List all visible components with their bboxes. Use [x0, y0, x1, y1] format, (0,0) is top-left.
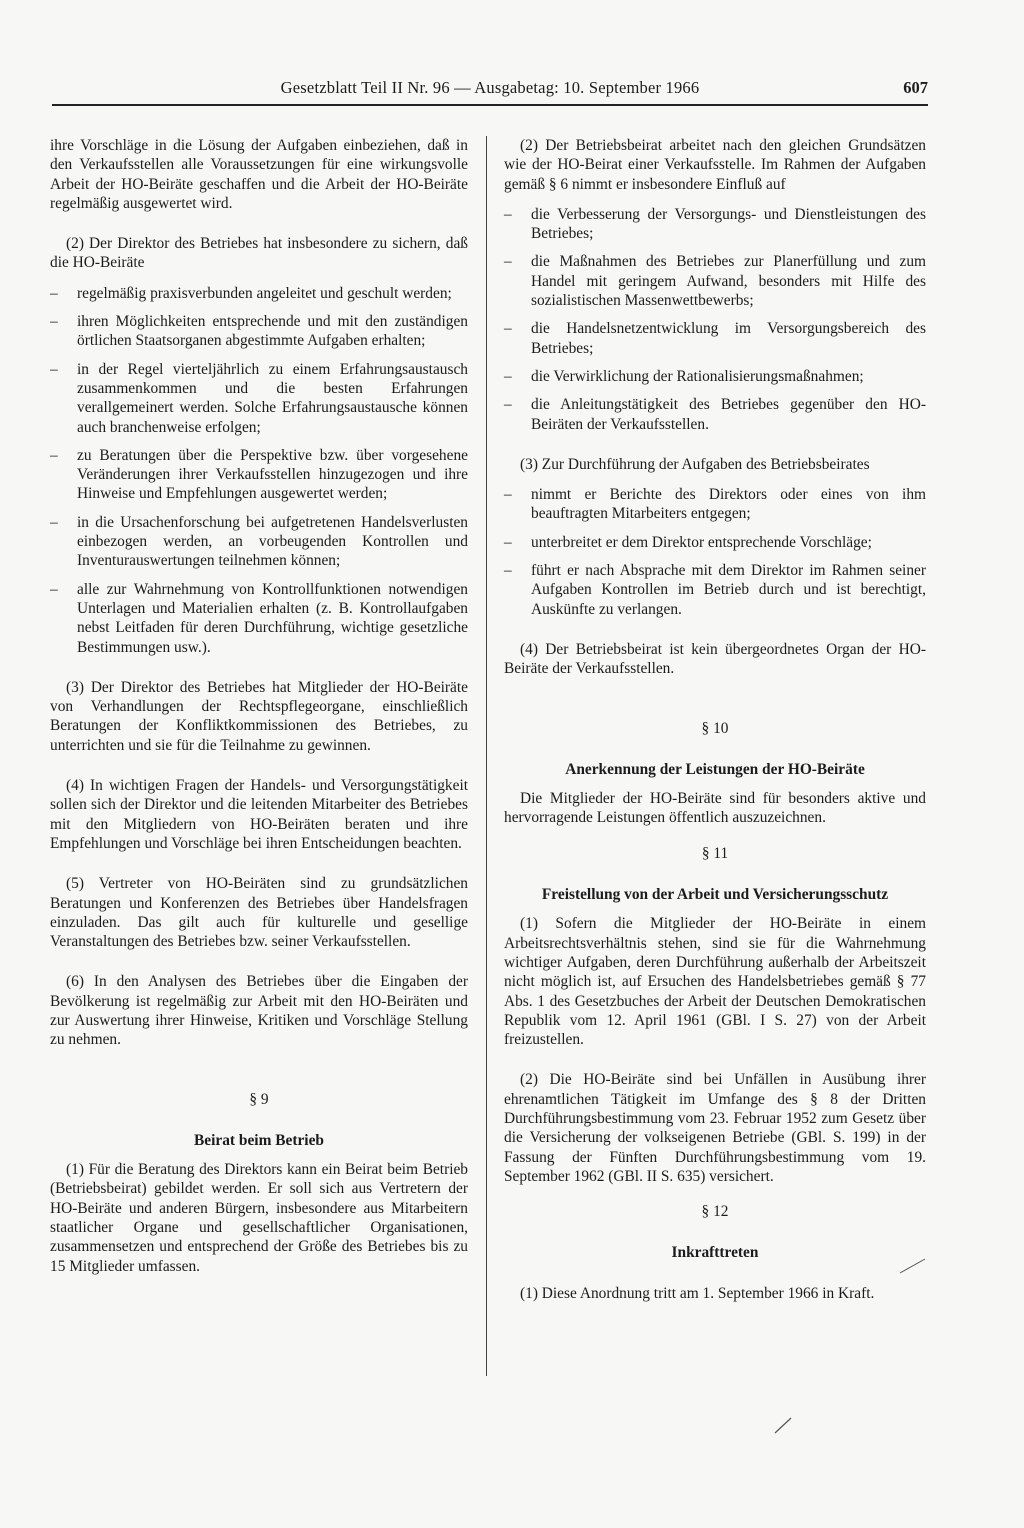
column-divider — [486, 136, 487, 1376]
list-item: – unterbreitet er dem Direktor entsprechende Vorschläge; — [504, 533, 926, 552]
paragraph-6: (6) In den Analysen des Betriebes über die Eingaben der Bevölkerung ist regelmäßig zur Arbeit mit den HO-Beiräten und zur Auswertung ihrer Hinweise, Kritiken und Vorschläge Stellung zu nehmen. — [50, 973, 468, 1049]
section-12-paragraph-1: (1) Diese Anordnung tritt am 1. September 1966 in Kraft. — [520, 1284, 875, 1302]
section-12-number: § 12 — [701, 1203, 729, 1221]
list-item: – ihren Möglichkeiten entsprechende und mit den zuständigen örtlichen Staatsorganen abgestimmte Aufgaben erhalten; — [50, 312, 468, 351]
list-item: – die Maßnahmen des Betriebes zur Planerfüllung und zum Handel mit geringem Aufwand, besonders mit Hilfe des sozialistischen Massenwettbewerbs; — [504, 252, 926, 310]
page-number: 607 — [903, 78, 928, 97]
paragraph-continuation: ihre Vorschläge in die Lösung der Aufgaben einbeziehen, daß in den Verkaufsstellen alle Voraussetzungen für eine wirkungsvolle Arbeit der HO-Beiräte geschaffen und die Arbeit der HO-Beiräte regelmäßig ausgewertet wird. — [50, 137, 468, 212]
section-10-title: Anerkennung der Leistungen der HO-Beiräte — [565, 760, 865, 778]
left-column — [50, 136, 468, 1276]
list-item: – regelmäßig praxisverbunden angeleitet und geschult werden; — [50, 284, 468, 303]
section-11-number: § 11 — [701, 844, 729, 862]
paragraph-3: (3) Der Direktor des Betriebes hat Mitglieder der HO-Beiräte von Verhandlungen der Rechtspflegeorgane, einschließlich Beratungen der Konfliktkommissionen des Betriebes, zu unterrichten und sie für die Teilnahme zu gewinnen. — [50, 678, 468, 754]
list-item: – nimmt er Berichte des Direktors oder eines von ihm beauftragten Mitarbeiters entgegen; — [504, 485, 926, 524]
section-11-paragraph-1: (1) Sofern die Mitglieder der HO-Beiräte in einem Arbeitsrechtsverhältnis stehen, sind sie für die Wahrnehmung wichtiger Aufgaben, deren Durchführung außerhalb der Arbeitszeit nicht möglich ist, auf Ersuchen des Handelsbetriebes gemäß § 77 Abs. 1 des Gesetzbuches der Arbeit der Deutschen Demokratischen Republik vom 12. April 1961 (GBl. I S. 27) von der Arbeit freizustellen. — [504, 915, 926, 1049]
list-item: – führt er nach Absprache mit dem Direktor im Rahmen seiner Aufgaben Kontrollen im Betrieb durch und ist berechtigt, Auskünfte zu verlangen. — [504, 561, 926, 619]
list-item: – zu Beratungen über die Perspektive bzw. über vorgesehene Veränderungen ihrer Verkaufsstellen hinzugezogen und ihre Hinweise und Empfehlungen ausgewertet werden; — [50, 446, 468, 504]
section-10-paragraph: Die Mitglieder der HO-Beiräte sind für besonders aktive und hervorragende Leistungen öffentlich auszuzeichnen. — [504, 790, 926, 827]
section-9-paragraph-2-list — [504, 205, 926, 434]
paragraph-2-list — [50, 284, 468, 657]
list-item: – die Handelsnetzentwicklung im Versorgungsbereich des Betriebes; — [504, 319, 926, 358]
list-item: – alle zur Wahrnehmung von Kontrollfunktionen notwendigen Unterlagen und Materialien erhalten (z. B. Kontrollaufgaben nebst Leitfaden für deren Durchführung, wichtige gesetzliche Bestimmungen usw.). — [50, 580, 468, 657]
section-12-title: Inkrafttreten — [671, 1244, 759, 1262]
pen-mark-upper — [898, 1256, 928, 1276]
paragraph-4: (4) In wichtigen Fragen der Handels- und Versorgungstätigkeit sollen sich der Direktor und die leitenden Mitarbeiter des Betriebes mit den Mitgliedern von HO-Beiräten beraten und ihre Empfehlungen und Vorschläge bei ihren Entscheidungen beachten. — [50, 777, 468, 852]
section-10-number: § 10 — [701, 719, 729, 737]
paragraph-5: (5) Vertreter von HO-Beiräten sind zu grundsätzlichen Beratungen und Konferenzen des Betriebes über Handelsfragen einzuladen. Das gilt auch für kulturelle und gesellige Veranstaltungen des Betriebes bzw. seiner Verkaufsstellen. — [50, 875, 468, 951]
list-item: – die Verbesserung der Versorgungs- und Dienstleistungen des Betriebes; — [504, 205, 926, 244]
pen-mark-lower — [772, 1414, 794, 1436]
section-11-title: Freistellung von der Arbeit und Versicherungsschutz — [541, 886, 889, 904]
header-title: Gesetzblatt Teil II Nr. 96 — Ausgabetag: 10. September 1966 — [280, 78, 700, 97]
page-header — [52, 78, 928, 100]
section-9-number: § 9 — [249, 1090, 269, 1108]
list-item: – die Anleitungstätigkeit des Betriebes gegenüber den HO-Beiräten der Verkaufsstellen. — [504, 395, 926, 434]
list-item: – in der Regel vierteljährlich zu einem Erfahrungsaustausch zusammenkommen und die besten Erfahrungen verallgemeinert werden. Solche Erfahrungsaustausche können auch branchenweise erfolgen; — [50, 360, 468, 437]
list-item: – die Verwirklichung der Rationalisierungsmaßnahmen; — [504, 367, 926, 386]
right-column — [504, 136, 926, 1303]
section-9-paragraph-3-intro: (3) Zur Durchführung der Aufgaben des Betriebsbeirates — [520, 455, 870, 473]
section-9-paragraph-4: (4) Der Betriebsbeirat ist kein übergeordnetes Organ der HO-Beiräte der Verkaufsstellen. — [504, 640, 926, 678]
list-item: – in die Ursachenforschung bei aufgetretenen Handelsverlusten einbezogen werden, an vorbeugenden Kontrollen und Inventurauswertungen teilnehmen können; — [50, 513, 468, 571]
section-9-paragraph-3-list — [504, 485, 926, 619]
header-rule — [52, 104, 928, 106]
section-9-paragraph-1: (1) Für die Beratung des Direktors kann ein Beirat beim Betrieb (Betriebsbeirat) gebildet werden. Er soll sich aus Vertretern der HO-Beiräte und anderen Bürgern, insbesondere aus Mitarbeitern staatlicher Organe und gesellschaftlicher Organisationen, zusammensetzen und entsprechend der Größe des Betriebes bis zu 15 Mitglieder umfassen. — [50, 1161, 468, 1275]
paragraph-2-intro: (2) Der Direktor des Betriebes hat insbesondere zu sichern, daß die HO-Beiräte — [50, 235, 468, 272]
section-11-paragraph-2: (2) Die HO-Beiräte sind bei Unfällen in Ausübung ihrer ehrenamtlichen Tätigkeit im Umfange des § 8 der Dritten Durchführungsbestimmung vom 23. Februar 1952 zum Gesetz über die Versicherung der volkseigenen Betriebe (GBl. S. 199) in der Fassung der Fünften Durchführungsbestimmung vom 19. September 1962 (GBl. II S. 635) versichert. — [504, 1071, 926, 1185]
section-9-title: Beirat beim Betrieb — [194, 1131, 324, 1149]
section-9-paragraph-2-intro: (2) Der Betriebsbeirat arbeitet nach den gleichen Grundsätzen wie der HO-Beirat einer Verkaufsstelle. Im Rahmen der Aufgaben gemäß § 6 nimmt er insbesondere Einfluß auf — [504, 137, 926, 193]
